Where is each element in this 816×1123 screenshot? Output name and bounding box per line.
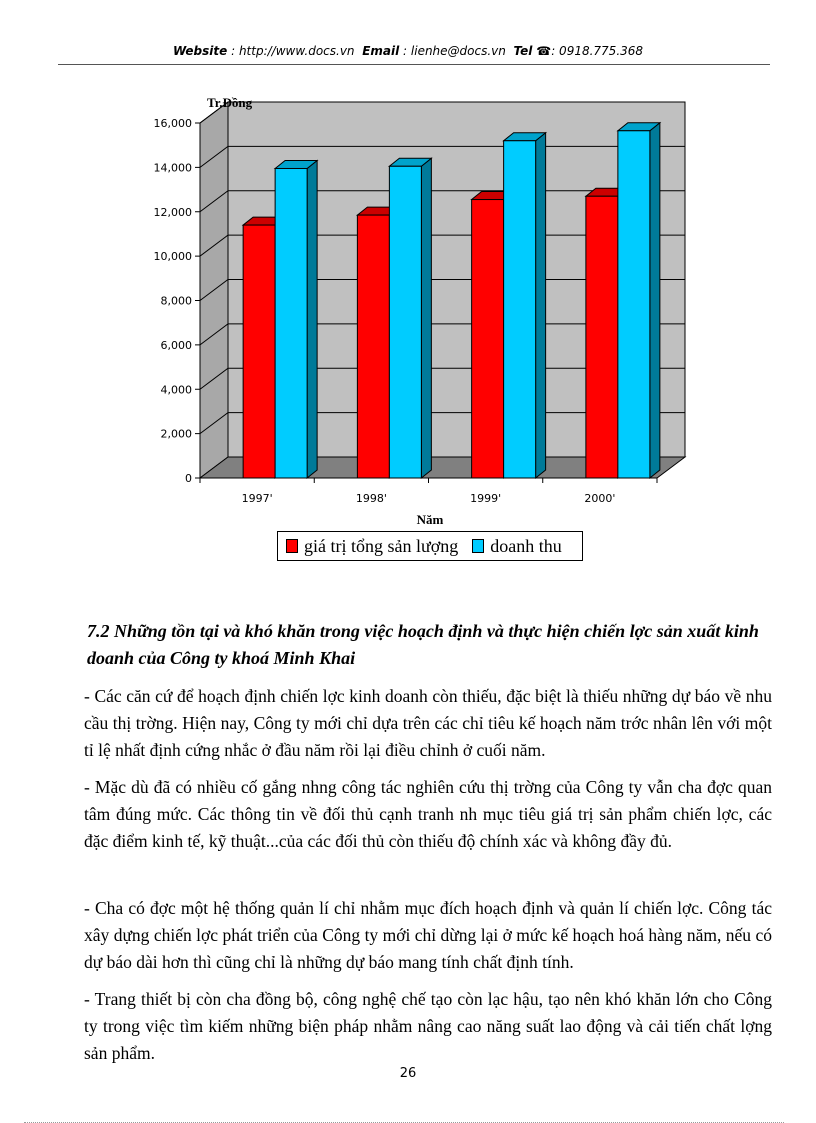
bar-1-1 [243,225,275,478]
y-tick-label: 6,000 [160,338,192,352]
section-title: 7.2 Những tồn tại và khó khăn trong việc hoạch định và thực hiện chiến lợc sản xuất kinh doanh của Công ty khoá Minh Khai [87,621,759,668]
bar-side-face [307,160,317,478]
website-value: : http://www.docs.vn [231,44,355,58]
y-tick-label: 12,000 [153,205,192,219]
tel-value: : 0918.775.368 [551,44,644,58]
legend-item-series-1 [286,536,458,557]
paragraph-4: - Trang thiết bị còn cha đồng bộ, công nghệ chế tạo còn lạc hậu, tạo nên khó khăn lớn cho Công ty trong việc tìm kiếm những biện pháp nhằm nâng cao năng suất lao động và cải tiến chất lợng sản phẩm. [84,989,772,1063]
x-tick-label: 1999' [470,492,502,505]
bar-2-1 [275,168,307,478]
y-tick-label: 14,000 [153,161,192,175]
bar-2-4 [618,131,650,478]
legend-label-series-2: doanh thu [490,535,562,556]
bar-side-face [536,133,546,478]
x-tick-label: 2000' [584,492,616,505]
y-axis-title: Tr.Đồng [207,95,253,110]
page-number: 26 [399,1066,417,1081]
legend-swatch-series-1 [286,539,298,553]
tel-label: Tel [513,44,533,58]
x-tick-label: 1997' [241,492,273,505]
email-label: Email [362,44,400,58]
legend-item-series-2 [472,536,562,557]
x-tick-label: 1998' [355,492,387,505]
phone-icon: ☎ [536,44,552,58]
website-label: Website [172,44,228,58]
chart-legend [277,531,583,561]
bar-1-2 [357,215,389,478]
bar-side-face [421,158,431,478]
paragraph-2: - Mặc dù đã có nhiều cố gắng nhng công tác nghiên cứu thị trờng của Công ty vẫn cha đợc quan tâm đúng mức. Các thông tin về đối thủ cạnh tranh nh mục tiêu giá trị sản phẩm chiến lợc, các đặc điểm kinh tế, kỹ thuật...của các đối thủ còn thiếu độ chính xác và không đầy đủ. [84,777,772,851]
header-rule [58,64,770,65]
bar-2-3 [504,141,536,478]
bar-2-2 [389,166,421,478]
email-value: : lienhe@docs.vn [403,44,506,58]
page-header [0,44,816,58]
paragraph-3: - Cha có đợc một hệ thống quản lí chỉ nhằm mục đích hoạch định và quản lí chiến lợc. Công tác xây dựng chiến lợc phát triển của Công ty mới chỉ dừng lại ở mức kế hoạch hoá hàng năm, nếu có dự báo dài hơn thì cũng chỉ là những dự báo mang tính chất định tính. [84,898,772,972]
bar-chart [0,80,816,530]
bar-1-3 [472,200,504,478]
y-tick-label: 16,000 [153,117,192,130]
y-tick-label: 10,000 [153,250,192,264]
bar-1-4 [586,196,618,478]
legend-swatch-series-2 [472,539,484,553]
y-tick-label: 2,000 [160,427,192,441]
y-tick-label: 4,000 [160,383,192,397]
y-tick-label: 8,000 [160,294,192,308]
bar-side-face [650,123,660,478]
x-axis-title: Năm [416,512,444,527]
legend-label-series-1: giá trị tổng sản lượng [304,535,459,556]
y-tick-label: 0 [185,472,192,485]
paragraph-1: - Các căn cứ để hoạch định chiến lợc kinh doanh còn thiếu, đặc biệt là thiếu những dự báo về nhu cầu thị trờng. Hiện nay, Công ty mới chỉ dựa trên các chỉ tiêu kế hoạch năm trớc nhân lên với một tỉ lệ nhất định cứng nhắc ở đầu năm rồi lại điều chỉnh ở cuối năm. [84,686,772,760]
